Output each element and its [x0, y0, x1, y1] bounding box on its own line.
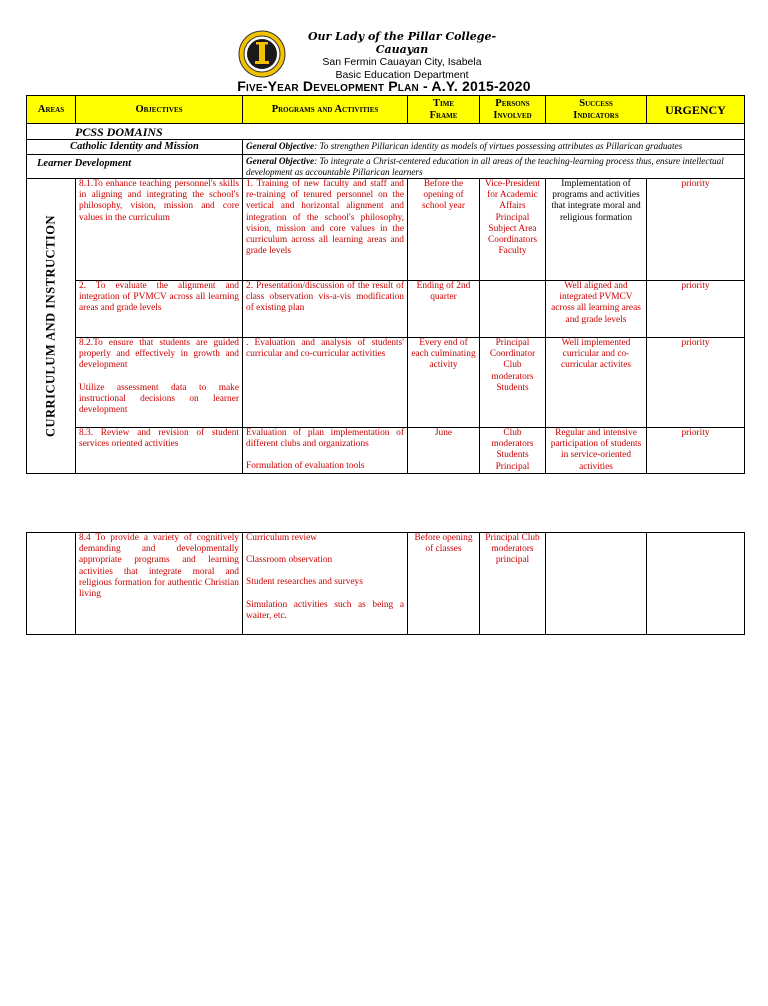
- learner-objective-label: General Objective: [246, 156, 315, 166]
- urgency-cell: [647, 533, 745, 635]
- spacer: [246, 589, 404, 600]
- table-row: [27, 428, 745, 474]
- catholic-identity-row: [27, 140, 745, 155]
- spacer: [246, 566, 404, 577]
- objective-cell: [76, 338, 243, 428]
- time-frame-cell: Every end of each culminating activity: [408, 338, 480, 428]
- document-header: [0, 0, 768, 96]
- header-success: [546, 96, 647, 124]
- time-frame-cell: June: [408, 428, 480, 474]
- indicator-cell: [546, 533, 647, 635]
- school-seal-icon: [238, 30, 286, 78]
- persons-cell: [480, 281, 546, 338]
- learner-general-objective: [243, 155, 745, 179]
- program-cell: [243, 533, 408, 635]
- program-item: Simulation activities such as being a waiter, etc.: [246, 599, 404, 621]
- program-cell: . Evaluation and analysis of students' curricular and co-curricular activities: [243, 338, 408, 428]
- header-objectives: Objectives: [76, 96, 243, 124]
- table-row: [27, 338, 745, 428]
- program-text: Evaluation of plan implementation of different clubs and organizations: [246, 428, 404, 450]
- domains-title-row: [27, 124, 745, 140]
- persons-cell: Principal Club moderators principal: [480, 533, 546, 635]
- header-time-frame-line2: Frame: [429, 109, 458, 121]
- urgency-cell: priority: [647, 179, 745, 281]
- urgency-cell: priority: [647, 428, 745, 474]
- domains-title: PCSS DOMAINS: [27, 124, 745, 140]
- objective-extra-text: Utilize assessment data to make instructional decisions on learner development: [79, 382, 239, 416]
- header-success-line2: Indicators: [573, 109, 619, 121]
- time-frame-cell: Before opening of classes: [408, 533, 480, 635]
- development-plan-table: [26, 95, 745, 474]
- header-programs: Programs and Activities: [243, 96, 408, 124]
- header-success-line1: Success: [579, 97, 613, 109]
- area-cell: [27, 533, 76, 635]
- spacer: [246, 544, 404, 555]
- development-plan-table-continued: [26, 532, 745, 635]
- school-address: San Fermin Cauayan City, Isabela: [322, 56, 482, 68]
- persons-cell: Club moderators Students Principal: [480, 428, 546, 474]
- table-row: [27, 533, 745, 635]
- spacer: [79, 372, 239, 383]
- program-cell: 1. Training of new faculty and staff and re-training of tenured personnel on the vertical and horizontal alignment and integration of the school's philosophy, vision, mission and core values in the curriculum across all learning areas and grade levels: [243, 179, 408, 281]
- objective-cell: 8.3. Review and revision of student services oriented activities: [76, 428, 243, 474]
- plan-title: Five-Year Development Plan - A.Y. 2015-2020: [237, 78, 531, 94]
- table-header-row: [27, 96, 745, 124]
- program-cell: 2. Presentation/discussion of the result of class observation vis-a-vis modification of existing plan: [243, 281, 408, 338]
- area-label: CURRICULUM AND INSTRUCTION: [43, 214, 58, 437]
- program-item: Curriculum review: [246, 533, 318, 543]
- indicator-cell: Regular and intensive participation of students in service-oriented activities: [546, 428, 647, 474]
- department-name: Basic Education Department: [335, 69, 469, 81]
- objective-cell: 2. To evaluate the alignment and integration of PVMCV across all learning areas and grade levels: [76, 281, 243, 338]
- persons-cell: Vice-President for Academic Affairs Principal Subject Area Coordinators Faculty: [480, 179, 546, 281]
- header-persons: [480, 96, 546, 124]
- catholic-objective-text: : To strengthen Pillarican identity as models of virtues possessing attributes as Pillarican graduates: [314, 141, 683, 151]
- header-urgency: URGENCY: [647, 96, 745, 124]
- header-time-frame: [408, 96, 480, 124]
- indicator-cell: Well implemented curricular and co-curricular activites: [546, 338, 647, 428]
- learner-development-label: Learner Development: [27, 155, 243, 179]
- catholic-identity-label: Catholic Identity and Mission: [27, 140, 243, 155]
- header-persons-line1: Persons: [495, 97, 530, 109]
- time-frame-cell: Ending of 2nd quarter: [408, 281, 480, 338]
- time-frame-cell: Before the opening of school year: [408, 179, 480, 281]
- program-item: Student researches and surveys: [246, 577, 363, 588]
- program-cell: [243, 428, 408, 474]
- learner-objective-text: : To integrate a Christ-centered education in all areas of the teaching-learning process thus, ensure intellectual development as accountable Pillarican learners: [246, 156, 724, 177]
- header-areas: Areas: [27, 96, 76, 124]
- urgency-cell: priority: [647, 281, 745, 338]
- area-cell: [27, 179, 76, 474]
- header-time-frame-line1: Time: [432, 97, 454, 109]
- indicator-cell: Implementation of programs and activities that integrate moral and religious formation: [546, 179, 647, 281]
- program-extra-text: Formulation of evaluation tools: [246, 461, 365, 472]
- persons-cell: Principal Coordinator Club moderators Students: [480, 338, 546, 428]
- table-row: [27, 281, 745, 338]
- table-row: [27, 179, 745, 281]
- objective-text: 8.2.To ensure that students are guided properly and effectively in growth and development: [79, 338, 239, 371]
- objective-cell: 8.4 To provide a variety of cognitively demanding and developmentally appropriate programs and learning activities that integrate moral and religious formation for authentic Christian living: [76, 533, 243, 635]
- urgency-cell: priority: [647, 338, 745, 428]
- catholic-objective-label: General Objective: [246, 141, 315, 151]
- objective-cell: 8.1.To enhance teaching personnel's skills in aligning and integrating the school's philosophy, vision, mission and core values in the curriculum: [76, 179, 243, 281]
- spacer: [246, 450, 404, 461]
- program-item: Classroom observation: [246, 555, 333, 566]
- header-persons-line2: Involved: [493, 109, 532, 121]
- indicator-cell: Well aligned and integrated PVMCV across all learning areas and grade levels: [546, 281, 647, 338]
- learner-development-row: [27, 155, 745, 179]
- school-name: Our Lady of the Pillar College-Cauayan: [307, 30, 497, 56]
- catholic-general-objective: [243, 140, 745, 155]
